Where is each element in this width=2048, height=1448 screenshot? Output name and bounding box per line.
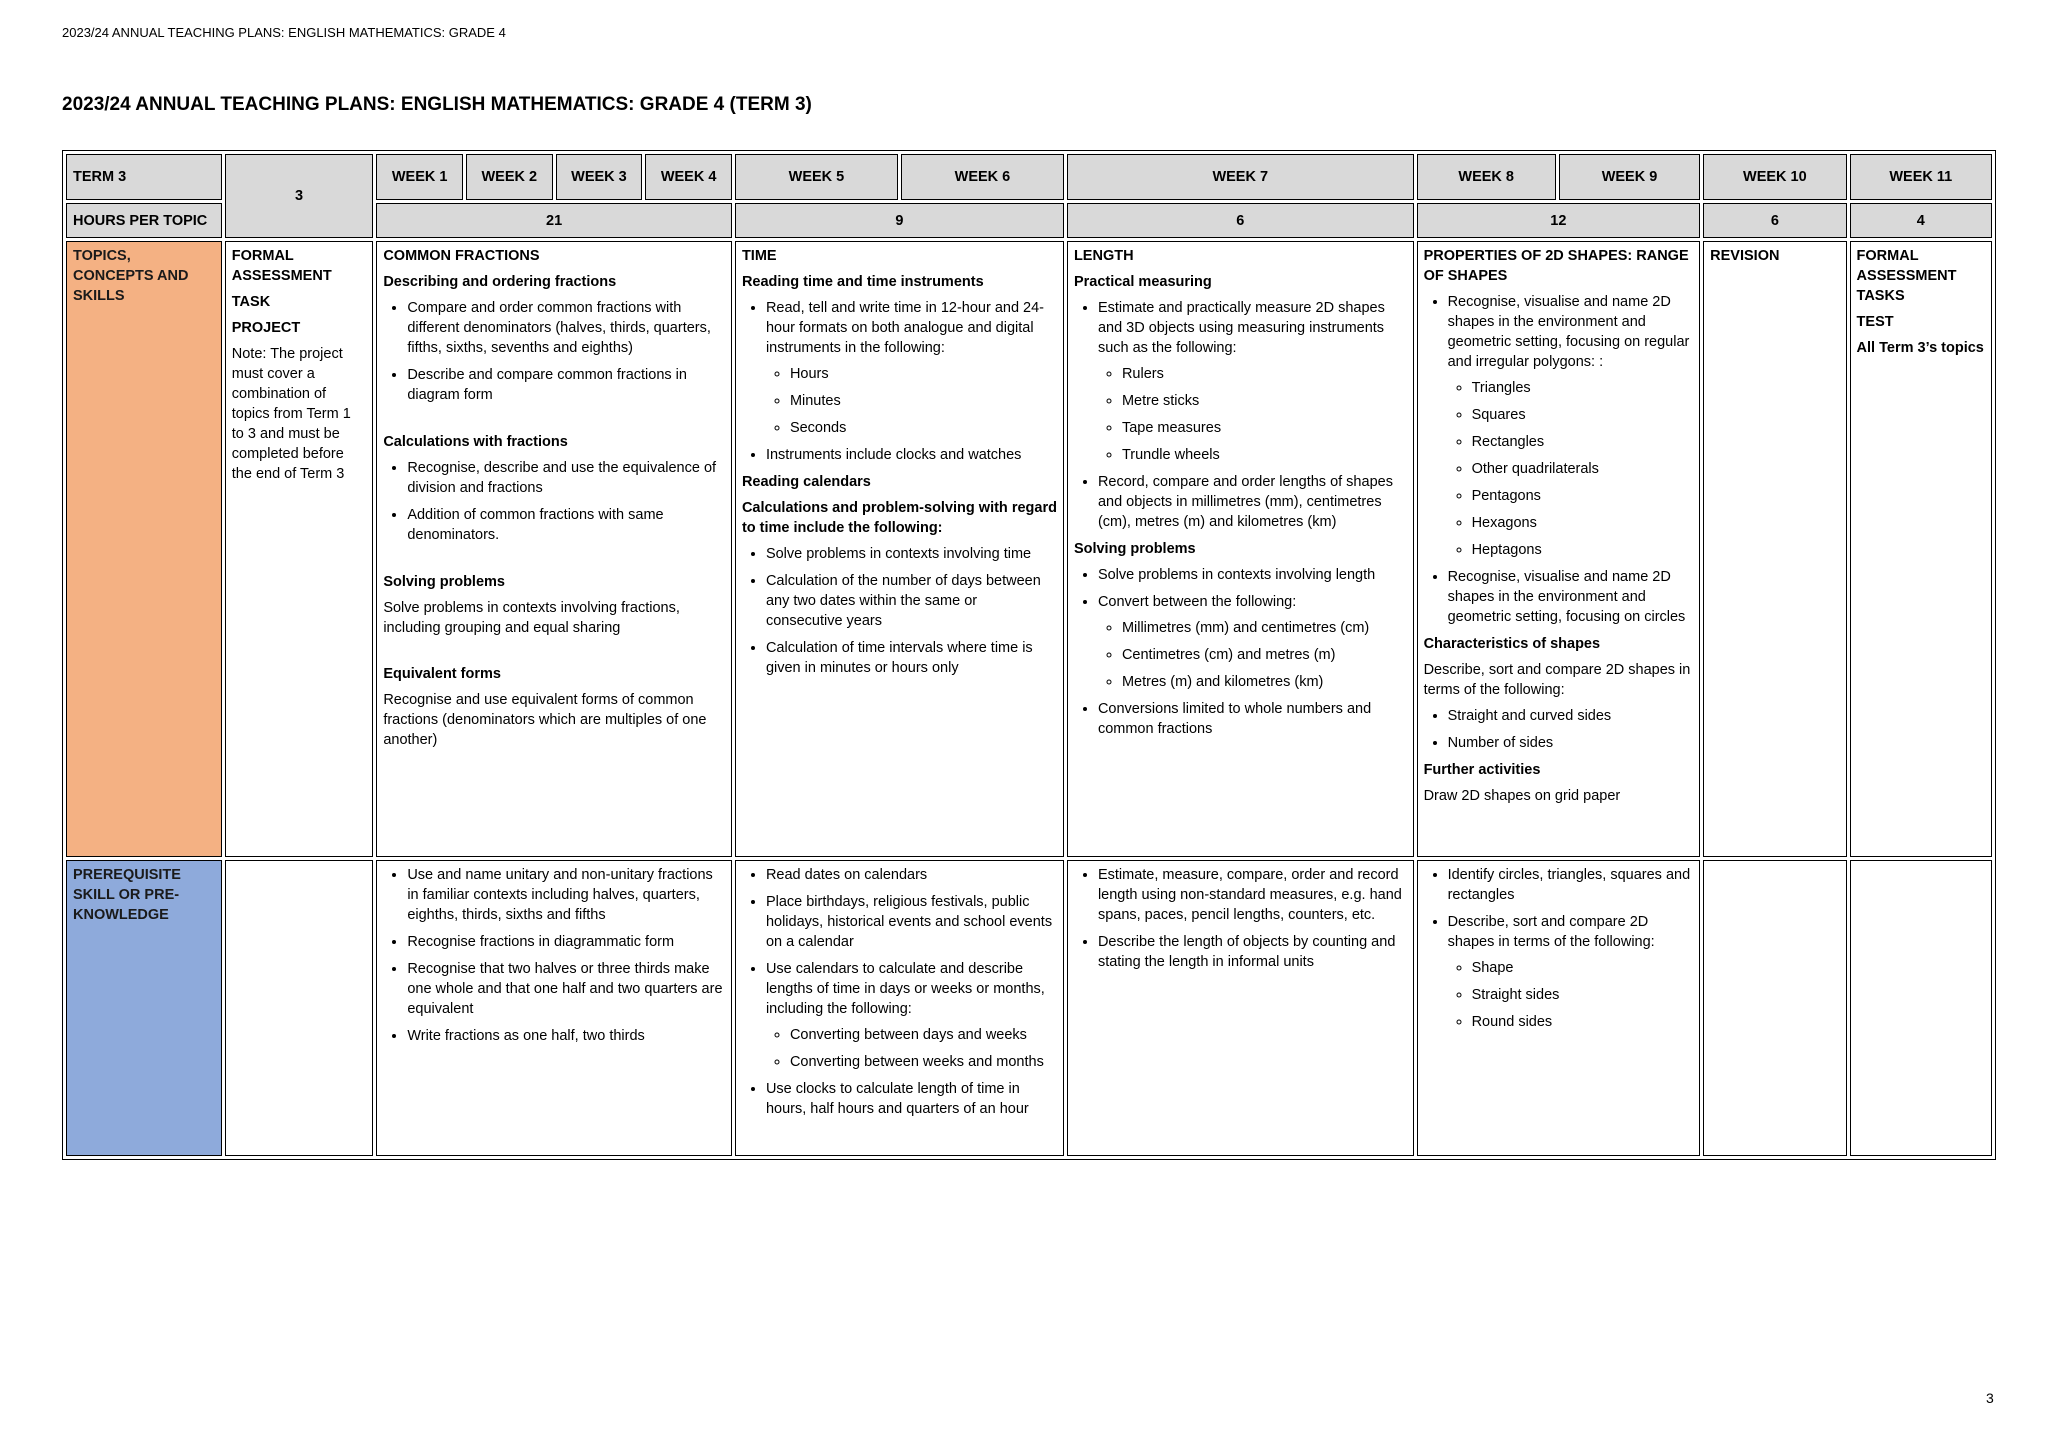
fractions-list-1 (383, 298, 725, 405)
revision-label: REVISION (1710, 248, 1780, 264)
time-cell (735, 241, 1064, 857)
list-item (1098, 298, 1407, 465)
hours-length: 6 (1067, 203, 1414, 238)
list-item: ◦ Metres (m) and kilometres (km) (1122, 672, 1407, 692)
prereq-shapes-list (1424, 865, 1694, 1032)
prereq-length-cell (1067, 860, 1414, 1156)
length-cell (1067, 241, 1414, 857)
assessment-project: PROJECT (231, 320, 301, 336)
time-sub-calculations: Calculations and problem-solving with regard to time include the following: (741, 500, 1057, 536)
shapes-heading: PROPERTIES OF 2D SHAPES: RANGE OF SHAPES (1423, 248, 1689, 284)
prereq-revision-cell (1703, 860, 1846, 1156)
assessment-hours: 3 (225, 154, 374, 238)
length-list-1 (1074, 298, 1407, 532)
teaching-plan-table (62, 150, 1996, 1160)
tasks-test: TEST (1856, 314, 1894, 330)
hours-fractions: 21 (376, 203, 732, 238)
list-item: ◦ Hexagons (1472, 513, 1694, 533)
list-item: ◦ Rectangles (1472, 432, 1694, 452)
week-header-row (66, 154, 1992, 200)
hours-shapes: 12 (1417, 203, 1701, 238)
shapes-sub-further: Further activities (1423, 762, 1541, 778)
prereq-shapes-cell (1417, 860, 1701, 1156)
fractions-sub-calculations: Calculations with fractions (383, 434, 568, 450)
time-units-list (766, 364, 1057, 438)
shapes-list-1 (1424, 292, 1694, 627)
list-item: • Estimate, measure, compare, order and record length using non-standard measures, e.g. hand spans, paces, pencil lengths, counters, etc. (1098, 865, 1407, 925)
length-list-2 (1074, 565, 1407, 739)
fractions-cell (376, 241, 732, 857)
week-11: WEEK 11 (1850, 154, 1992, 200)
length-conversions-list (1098, 618, 1407, 692)
list-item: ◦ Metre sticks (1122, 391, 1407, 411)
time-list-1 (742, 298, 1057, 465)
list-item: • Recognise, describe and use the equivalence of division and fractions (407, 458, 725, 498)
list-item (1448, 912, 1694, 1032)
list-item: • Write fractions as one half, two thirds (407, 1026, 725, 1046)
revision-cell (1703, 241, 1846, 857)
fractions-equivalent-text: Recognise and use equivalent forms of common fractions (denominators which are multiples of one another) (383, 692, 707, 748)
list-item: • Compare and order common fractions with different denominators (halves, thirds, quarters, fifths, sixths, sevenths and eighths) (407, 298, 725, 358)
list-item: • Read dates on calendars (766, 865, 1057, 885)
fractions-sub-describing: Describing and ordering fractions (383, 274, 617, 290)
topics-row (66, 241, 1992, 857)
list-item: ◦ Centimetres (cm) and metres (m) (1122, 645, 1407, 665)
prereq-assessment-cell (225, 860, 374, 1156)
list-item-text: Describe, sort and compare 2D shapes in terms of the following: (1447, 914, 1655, 950)
list-item: ◦ Other quadrilaterals (1472, 459, 1694, 479)
length-sub-measuring: Practical measuring (1073, 274, 1212, 290)
assessment-task: TASK (231, 294, 271, 310)
week-10: WEEK 10 (1703, 154, 1846, 200)
list-item: • Describe the length of objects by counting and stating the length in informal units (1098, 932, 1407, 972)
list-item: • Recognise, visualise and name 2D shapes in the environment and geometric setting, focusing on circles (1448, 567, 1694, 627)
prereq-label: PREREQUISITE SKILL OR PRE-KNOWLEDGE (66, 860, 222, 1156)
time-sub-calendars: Reading calendars (741, 474, 871, 490)
list-item: • Conversions limited to whole numbers and common fractions (1098, 699, 1407, 739)
shapes-characteristics-text: Describe, sort and compare 2D shapes in terms of the following: (1423, 662, 1691, 698)
week-6: WEEK 6 (901, 154, 1064, 200)
prereq-time-list (742, 865, 1057, 1119)
list-item-text: Use calendars to calculate and describe lengths of time in days or weeks or months, including the following: (765, 961, 1045, 1017)
list-item: ◦ Straight sides (1472, 985, 1694, 1005)
fractions-list-2 (383, 458, 725, 545)
hours-time: 9 (735, 203, 1064, 238)
list-item: ◦ Converting between days and weeks (790, 1025, 1057, 1045)
page-number: 3 (1986, 1390, 1994, 1406)
shapes-sub-characteristics: Characteristics of shapes (1423, 636, 1601, 652)
list-item: ◦ Millimetres (mm) and centimetres (cm) (1122, 618, 1407, 638)
fractions-sub-problems: Solving problems (383, 574, 505, 590)
list-item: • Identify circles, triangles, squares and rectangles (1448, 865, 1694, 905)
length-heading: LENGTH (1073, 248, 1134, 264)
list-item: • Calculation of the number of days between any two dates within the same or consecutive years (766, 571, 1057, 631)
list-item: ◦ Shape (1472, 958, 1694, 978)
list-item-text: Convert between the following: (1097, 594, 1297, 610)
list-item: ◦ Pentagons (1472, 486, 1694, 506)
fractions-heading: COMMON FRACTIONS (383, 248, 540, 264)
week-7: WEEK 7 (1067, 154, 1414, 200)
list-item: ◦ Squares (1472, 405, 1694, 425)
prereq-row (66, 860, 1992, 1156)
assessment-tasks-cell (1850, 241, 1992, 857)
list-item (1448, 292, 1694, 560)
list-item: • Number of sides (1448, 733, 1694, 753)
prereq-fractions-cell (376, 860, 732, 1156)
list-item: ◦ Rulers (1122, 364, 1407, 384)
assessment-heading: FORMAL ASSESSMENT (231, 248, 332, 284)
topics-label: TOPICS, CONCEPTS AND SKILLS (66, 241, 222, 857)
prereq-time-cell (735, 860, 1064, 1156)
shapes-further-text: Draw 2D shapes on grid paper (1423, 788, 1621, 804)
list-item: ◦ Seconds (790, 418, 1057, 438)
list-item (766, 959, 1057, 1072)
list-item: • Recognise fractions in diagrammatic form (407, 932, 725, 952)
list-item: • Solve problems in contexts involving time (766, 544, 1057, 564)
list-item (1098, 592, 1407, 692)
list-item: • Record, compare and order lengths of shapes and objects in millimetres (mm), centimetres (cm), metres (m) and kilometres (km) (1098, 472, 1407, 532)
list-item: • Use and name unitary and non-unitary fractions in familiar contexts including halves, quarters, eighths, thirds, sixths and fifths (407, 865, 725, 925)
fractions-problems-text: Solve problems in contexts involving fractions, including grouping and equal sharing (383, 600, 680, 636)
list-item: ◦ Tape measures (1122, 418, 1407, 438)
list-item: ◦ Minutes (790, 391, 1057, 411)
time-list-2 (742, 544, 1057, 678)
list-item (766, 298, 1057, 438)
list-item: • Solve problems in contexts involving length (1098, 565, 1407, 585)
formal-assessment-cell (225, 241, 374, 857)
shapes-polygons-list (1448, 378, 1694, 560)
list-item: • Instruments include clocks and watches (766, 445, 1057, 465)
length-sub-problems: Solving problems (1073, 541, 1196, 557)
prereq-fractions-list (383, 865, 725, 1046)
assessment-note: Note: The project must cover a combination of topics from Term 1 to 3 and must be completed before the end of Term 3 (231, 346, 351, 482)
fractions-sub-equivalent: Equivalent forms (383, 666, 501, 682)
prereq-shapes-sublist (1448, 958, 1694, 1032)
prereq-length-list (1074, 865, 1407, 972)
week-8: WEEK 8 (1417, 154, 1556, 200)
length-instruments-list (1098, 364, 1407, 465)
term-label: TERM 3 (66, 154, 222, 200)
list-item: ◦ Converting between weeks and months (790, 1052, 1057, 1072)
list-item-text: Recognise, visualise and name 2D shapes in the environment and geometric setting, focusing on regular and irregular polygons: : (1447, 294, 1690, 370)
list-item: • Calculation of time intervals where time is given in minutes or hours only (766, 638, 1057, 678)
list-item: • Use clocks to calculate length of time in hours, half hours and quarters of an hour (766, 1079, 1057, 1119)
week-9: WEEK 9 (1559, 154, 1700, 200)
list-item: • Straight and curved sides (1448, 706, 1694, 726)
list-item-text: Estimate and practically measure 2D shapes and 3D objects using measuring instruments such as the following: (1097, 300, 1385, 356)
time-sub-reading: Reading time and time instruments (741, 274, 984, 290)
running-header: 2023/24 ANNUAL TEACHING PLANS: ENGLISH MATHEMATICS: GRADE 4 (62, 25, 506, 40)
week-5: WEEK 5 (735, 154, 898, 200)
list-item: ◦ Triangles (1472, 378, 1694, 398)
list-item: • Recognise that two halves or three thirds make one whole and that one half and two quarters are equivalent (407, 959, 725, 1019)
shapes-list-2 (1424, 706, 1694, 753)
shapes-cell (1417, 241, 1701, 857)
list-item: • Addition of common fractions with same denominators. (407, 505, 725, 545)
list-item-text: Read, tell and write time in 12-hour and 24-hour formats on both analogue and digital instruments in the following: (765, 300, 1045, 356)
list-item: ◦ Trundle wheels (1122, 445, 1407, 465)
list-item: • Place birthdays, religious festivals, public holidays, historical events and school events on a calendar (766, 892, 1057, 952)
hours-label: HOURS PER TOPIC (66, 203, 222, 238)
tasks-heading: FORMAL ASSESSMENT TASKS (1856, 248, 1957, 304)
hours-revision: 6 (1703, 203, 1846, 238)
list-item: • Describe and compare common fractions in diagram form (407, 365, 725, 405)
time-heading: TIME (741, 248, 777, 264)
page-title: 2023/24 ANNUAL TEACHING PLANS: ENGLISH MATHEMATICS: GRADE 4 (TERM 3) (62, 94, 812, 115)
hours-assessment: 4 (1850, 203, 1992, 238)
list-item: ◦ Heptagons (1472, 540, 1694, 560)
week-2: WEEK 2 (466, 154, 553, 200)
tasks-topics: All Term 3’s topics (1856, 340, 1984, 356)
week-1: WEEK 1 (376, 154, 463, 200)
list-item: ◦ Round sides (1472, 1012, 1694, 1032)
list-item: ◦ Hours (790, 364, 1057, 384)
prereq-tasks-cell (1850, 860, 1992, 1156)
week-4: WEEK 4 (645, 154, 732, 200)
prereq-time-sublist (766, 1025, 1057, 1072)
week-3: WEEK 3 (556, 154, 643, 200)
